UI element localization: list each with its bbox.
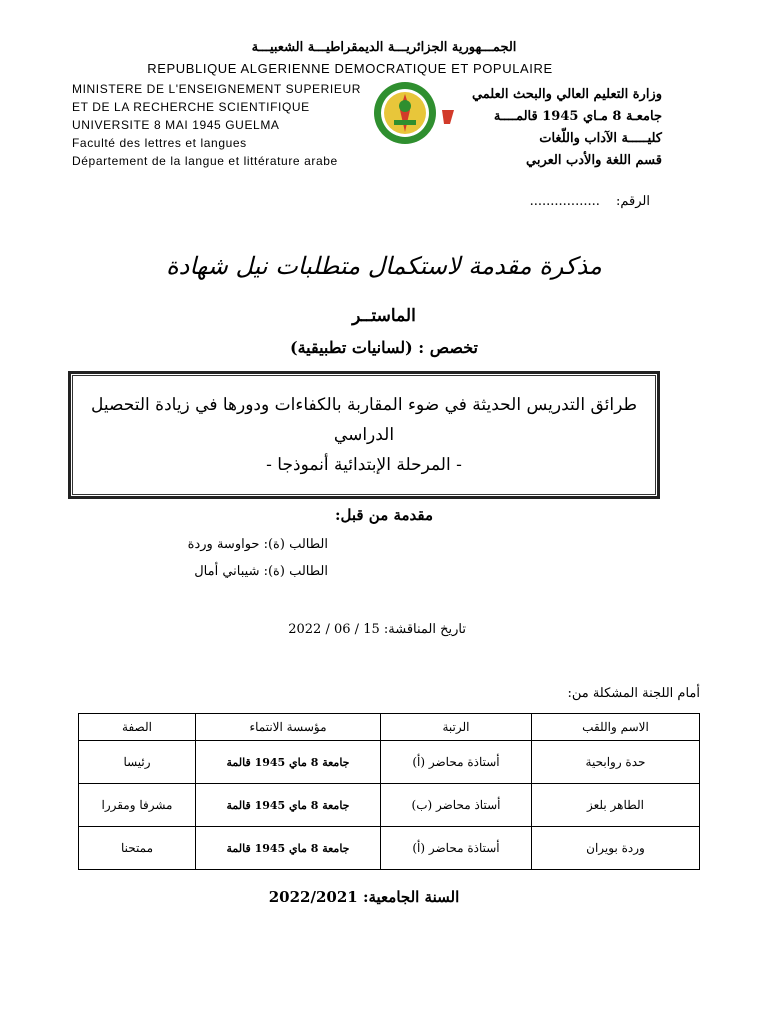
committee-label: أمام اللجنة المشكلة من: <box>567 686 700 701</box>
degree-heading: الماستــر <box>352 306 416 326</box>
defense-date: تاريخ المناقشة: 15 / 06 / 2022 <box>288 622 466 637</box>
faculty-line: Faculté des lettres et langues <box>72 136 247 150</box>
university-logo <box>372 80 438 146</box>
cell-rank: أستاذ محاضر (ب) <box>381 784 532 827</box>
specialty-heading: تخصص : (لسانيات تطبيقية) <box>290 338 478 357</box>
cell-institution: جامعة 8 ماي 1945 قالمة <box>196 741 381 784</box>
cell-institution: جامعة 8 ماي 1945 قالمة <box>196 784 381 827</box>
department-line: Département de la langue et littérature arabe <box>72 154 338 168</box>
arabic-university: جامعـة 8 مـاي 1945 قالمــــة <box>493 109 662 124</box>
reference-label: الرقم: <box>616 194 650 209</box>
cell-institution: جامعة 8 ماي 1945 قالمة <box>196 827 381 870</box>
university-line: UNIVERSITE 8 MAI 1945 GUELMA <box>72 118 280 132</box>
presented-by-label: مقدمة من قبل: <box>334 506 434 524</box>
committee-table <box>78 713 700 870</box>
thesis-calligraphy-heading: مذكرة مقدمة لاستكمال متطلبات نيل شهادة <box>166 252 602 280</box>
arabic-republic-heading: الجمـــهورية الجزائريـــة الديمقراطيـــة الشعبيـــة <box>251 40 517 55</box>
cell-name: الطاهر بلعز <box>532 784 700 827</box>
table-header-row <box>79 714 700 741</box>
cell-name: وردة بويران <box>532 827 700 870</box>
arabic-department: قسم اللغة والأدب العربي <box>526 153 662 168</box>
table-row <box>79 784 700 827</box>
col-header-rank: الرتبة <box>381 714 532 741</box>
arabic-faculty: كليـــــة الآداب واللّغات <box>539 131 662 146</box>
logo-accent-icon <box>440 108 456 126</box>
cell-role: مشرفا ومقررا <box>79 784 196 827</box>
academic-year: السنة الجامعية: 2022/2021 <box>268 888 460 906</box>
french-institution-block <box>72 80 372 170</box>
student-2: الطالب (ة): شيباني أمال <box>194 564 328 579</box>
cell-role: رئيسا <box>79 741 196 784</box>
cell-rank: أستاذة محاضر (أ) <box>381 827 532 870</box>
thesis-title-line-1: طرائق التدريس الحديثة في ضوء المقاربة بالكفاءات ودورها في زيادة التحصيل الدراسي <box>91 395 637 445</box>
reference-number <box>530 194 650 209</box>
arabic-ministry: وزارة التعليم العالي والبحث العلمي <box>471 87 662 102</box>
cell-role: ممتحنا <box>79 827 196 870</box>
cell-name: حدة روابحية <box>532 741 700 784</box>
french-republic-heading: REPUBLIQUE ALGERIENNE DEMOCRATIQUE ET POPULAIRE <box>147 61 553 76</box>
arabic-institution-block <box>472 84 662 172</box>
cell-rank: أستاذة محاضر (أ) <box>381 741 532 784</box>
thesis-title-box <box>68 371 660 499</box>
reference-dots: ................. <box>529 194 600 209</box>
student-1: الطالب (ة): حواوسة وردة <box>187 537 328 552</box>
col-header-role: الصفة <box>79 714 196 741</box>
table-row <box>79 827 700 870</box>
table-row <box>79 741 700 784</box>
ministry-line-1: MINISTERE DE L'ENSEIGNEMENT SUPERIEUR <box>72 82 361 96</box>
col-header-institution: مؤسسة الانتماء <box>196 714 381 741</box>
ministry-line-2: ET DE LA RECHERCHE SCIENTIFIQUE <box>72 100 310 114</box>
col-header-name: الاسم واللقب <box>532 714 700 741</box>
thesis-title-line-2: - المرحلة الإبتدائية أنموذجا - <box>266 455 462 475</box>
